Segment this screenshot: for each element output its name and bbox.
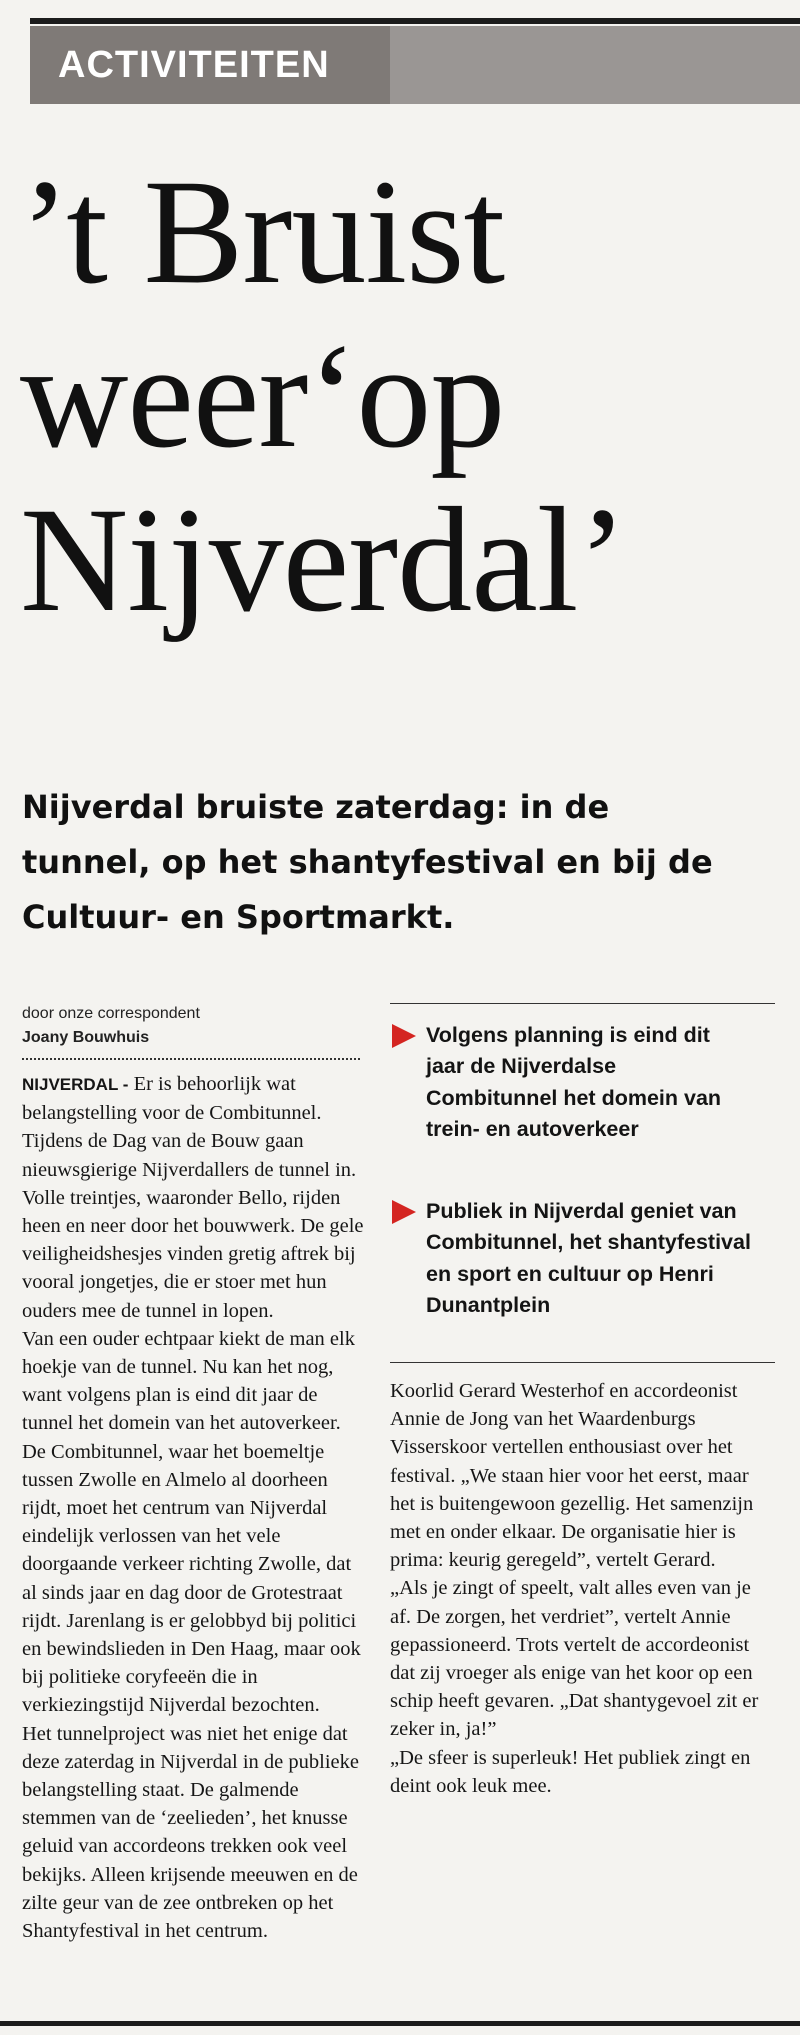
byline-divider xyxy=(22,1058,360,1060)
article-paragraph: „Als je zingt of speelt, valt alles even van je af. De zorgen, het verdriet”, vertelt Annie gepassioneerd. Trots vertelt de accordeonist dat zij vroeger als enige van het koor op een schip heeft gevaren. „Dat shantygevoel zit er zeker in, ja!” xyxy=(390,1577,759,1741)
highlight-text: Publiek in Nijverdal geniet van Combitunnel, het shantyfestival en sport en cultuur op Henri Dunantplein xyxy=(426,1199,751,1317)
highlight-top-rule xyxy=(390,1003,775,1004)
article-paragraph: Koorlid Gerard Westerhof en accordeonist Annie de Jong van het Waardenburgs Visserskoor vertellen enthousiast over het festival. „We staan hier voor het eerst, maar het is buitengewoon gezellig. Het samenzijn met en onder elkaar. De organisatie hier is prima: keurig geregeld”, vertelt Gerard. xyxy=(390,1380,754,1572)
article-column-right xyxy=(390,1377,768,1800)
article-paragraph xyxy=(22,1070,368,1325)
section-label: ACTIVITEITEN xyxy=(30,26,390,104)
red-triangle-bullet-icon xyxy=(392,1024,416,1048)
highlight-text: Volgens planning is eind dit jaar de Nijverdalse Combitunnel het domein van trein- en autoverkeer xyxy=(426,1023,722,1141)
bottom-rule xyxy=(0,2021,800,2026)
highlight-bottom-rule xyxy=(390,1362,775,1363)
article-column-left xyxy=(22,1070,368,1945)
headline xyxy=(20,150,790,642)
highlight-item xyxy=(392,1196,752,1321)
article-paragraph: Van een ouder echtpaar kiekt de man elk hoekje van de tunnel. Nu kan het nog, want volgens plan is eind dit jaar de tunnel het domein van het autoverkeer. De Combitunnel, waar het boemeltje tussen Zwolle en Almelo al doorheen rijdt, moet het centrum van Nijverdal eindelijk verlossen van het vele doorgaande verkeer richting Zwolle, dat al sinds jaar en dag door de Grotestraat rijdt. Jarenlang is er gelobbyd bij politici en bewindslieden in Den Haag, maar ook bij politieke coryfeeën die in verkiezingstijd Nijverdal bezochten. xyxy=(22,1327,361,1717)
dateline: NIJVERDAL - xyxy=(22,1075,129,1094)
article-paragraph: „De sfeer is superleuk! Het publiek zingt en deint ook leuk mee. xyxy=(390,1746,751,1797)
highlight-item xyxy=(392,1020,752,1145)
subheadline: Nijverdal bruiste zaterdag: in de tunnel, op het shantyfestival en bij de Cultuur- en Sportmarkt. xyxy=(22,788,713,936)
byline-intro: door onze correspondent xyxy=(22,1005,200,1022)
article-paragraph: Het tunnelproject was niet het enige dat deze zaterdag in Nijverdal in de publieke belangstelling staat. De galmende stemmen van de ‘zeelieden’, het knusse geluid van accordeons trekken ook veel bekijks. Alleen krijsende meeuwen en de zilte geur van de zee ontbreken op het Shantyfestival in het centrum. xyxy=(22,1722,359,1943)
top-rule xyxy=(30,18,800,24)
paragraph-text: Er is behoorlijk wat belangstelling voor de Combitunnel. Tijdens de Dag van de Bouw gaan nieuwsgierige Nijverdallers de tunnel in. Volle treintjes, waaronder Bello, rijden heen en neer door het bouwwerk. De gele veiligheidshesjes vinden gretig aftrek bij vooral jongetjes, die er stoer met hun ouders mee de tunnel in lopen. xyxy=(22,1073,364,1322)
red-triangle-bullet-icon xyxy=(392,1200,416,1224)
headline-line-2: weer‘op xyxy=(20,313,505,479)
headline-line-1: ’t Bruist xyxy=(20,149,505,315)
headline-line-3: Nijverdal’ xyxy=(20,477,627,643)
byline-author: Joany Bouwhuis xyxy=(22,1029,150,1046)
